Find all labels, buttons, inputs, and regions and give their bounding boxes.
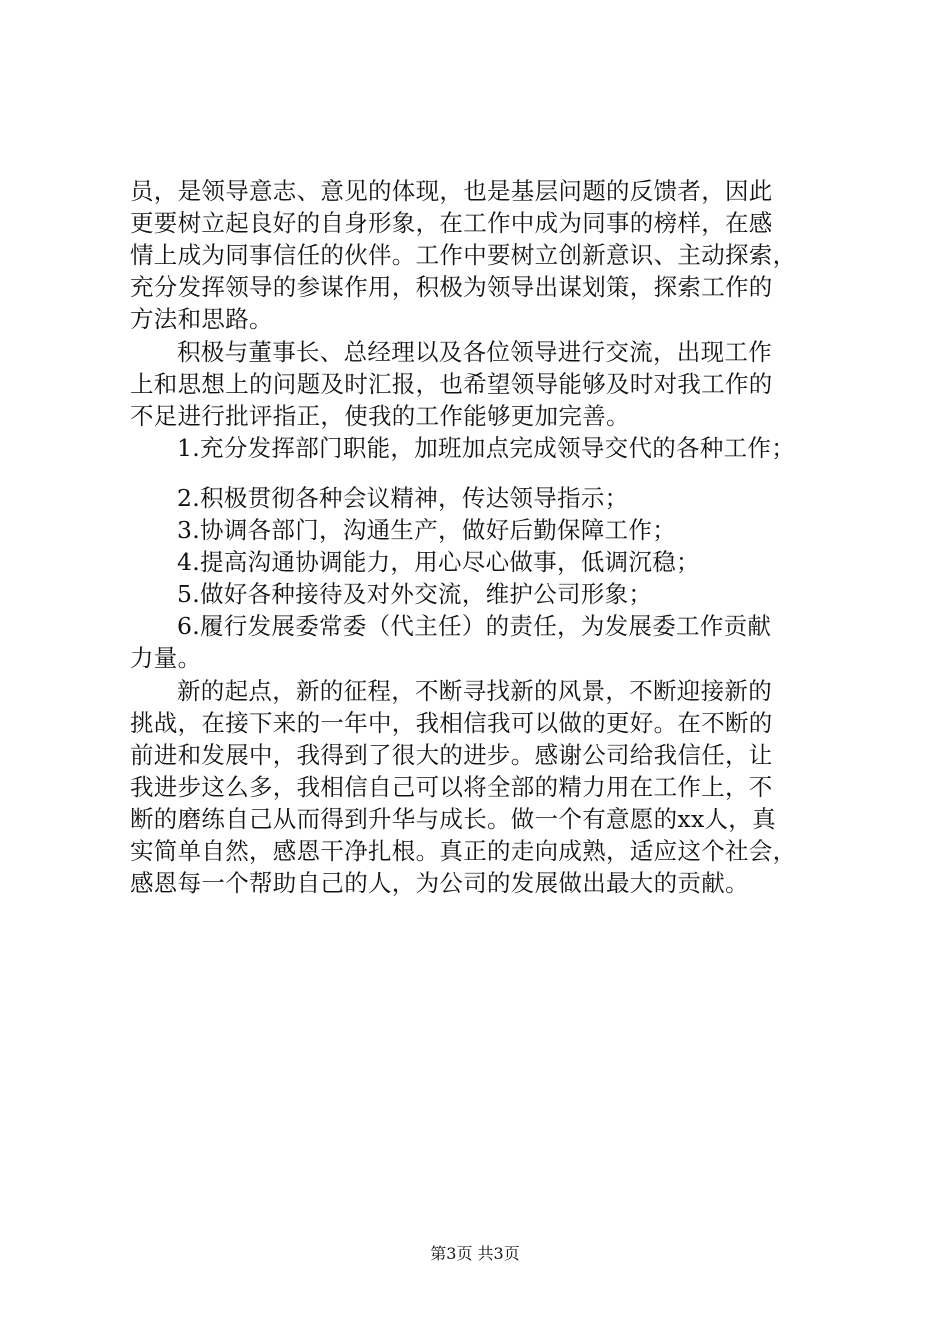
paragraph-line: 挑战，在接下来的一年中，我相信我可以做的更好。在不断的 xyxy=(130,709,773,737)
paragraph-line: 充分发挥领导的参谋作用，积极为领导出谋划策，探索工作的 xyxy=(130,273,773,301)
paragraph-line: 不足进行批评指正，使我的工作能够更加完善。 xyxy=(130,402,630,430)
list-item: 2.积极贯彻各种会议精神，传达领导指示； xyxy=(177,484,629,512)
list-item: 1.充分发挥部门职能，加班加点完成领导交代的各种工作； xyxy=(177,434,796,462)
paragraph-line: 更要树立起良好的自身形象，在工作中成为同事的榜样，在感 xyxy=(130,209,773,237)
paragraph-line: 积极与董事长、总经理以及各位领导进行交流，出现工作 xyxy=(177,338,772,366)
list-item-continuation: 力量。 xyxy=(130,644,202,672)
paragraph-line: 实简单自然，感恩干净扎根。真正的走向成熟，适应这个社会， xyxy=(130,837,797,865)
paragraph-line: 上和思想上的问题及时汇报，也希望领导能够及时对我工作的 xyxy=(130,370,773,398)
paragraph-line: 情上成为同事信任的伙伴。工作中要树立创新意识、主动探索， xyxy=(130,241,797,269)
paragraph-line: 我进步这么多，我相信自己可以将全部的精力用在工作上，不 xyxy=(130,773,773,801)
list-item: 3.协调各部门，沟通生产，做好后勤保障工作； xyxy=(177,516,677,544)
paragraph-line: 感恩每一个帮助自己的人，为公司的发展做出最大的贡献。 xyxy=(130,869,749,897)
paragraph-line: 新的起点，新的征程，不断寻找新的风景，不断迎接新的 xyxy=(177,677,772,705)
paragraph-line: 员，是领导意志、意见的体现，也是基层问题的反馈者，因此 xyxy=(130,177,773,205)
page-number-footer: 第3页 共3页 xyxy=(430,1244,520,1263)
list-item: 6.履行发展委常委（代主任）的责任，为发展委工作贡献 xyxy=(177,612,772,640)
paragraph-line: 方法和思路。 xyxy=(130,305,273,333)
paragraph-line: 断的磨练自己从而得到升华与成长。做一个有意愿的xx人，真 xyxy=(130,805,776,833)
paragraph-line: 前进和发展中，我得到了很大的进步。感谢公司给我信任，让 xyxy=(130,741,773,769)
list-item: 4.提高沟通协调能力，用心尽心做事，低调沉稳； xyxy=(177,548,700,576)
list-item: 5.做好各种接待及对外交流，维护公司形象； xyxy=(177,580,653,608)
